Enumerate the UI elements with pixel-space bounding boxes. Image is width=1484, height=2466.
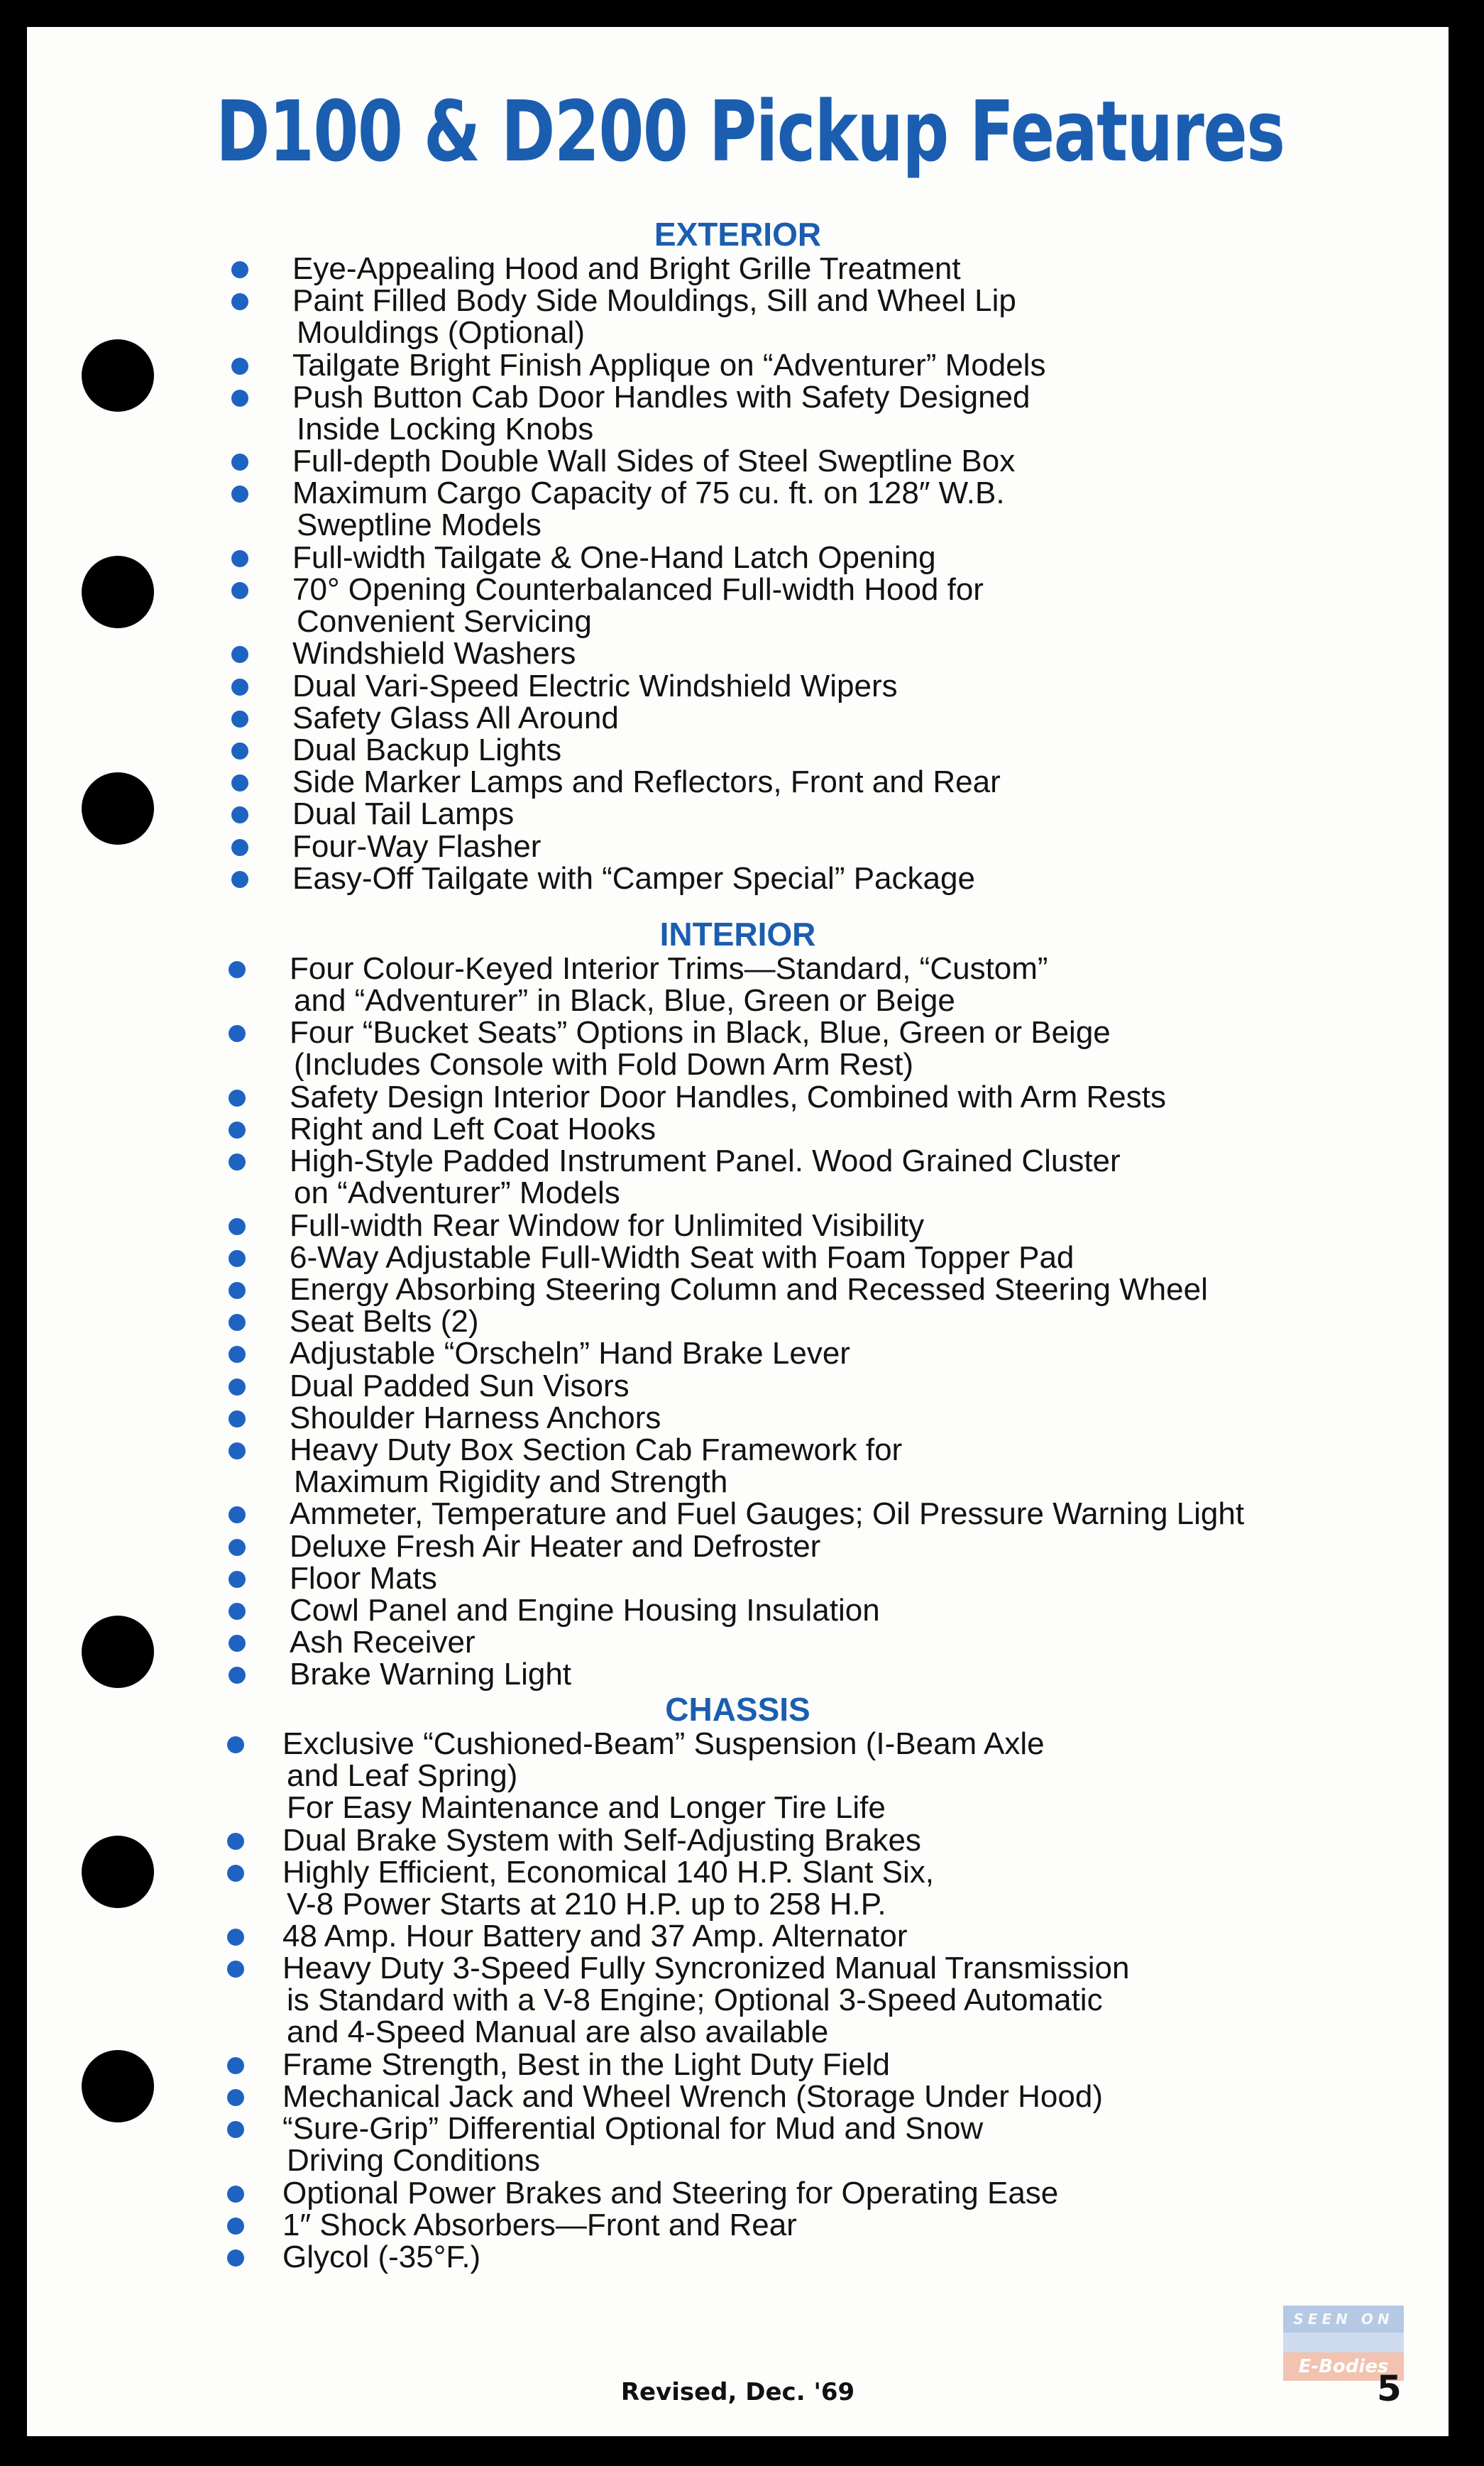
feature-item [290,1658,571,1690]
bullet-icon [227,2186,244,2203]
watermark-top-text: SEEN ON [1283,2306,1404,2333]
feature-item [292,862,975,894]
bullet-icon [231,646,248,663]
feature-item [292,349,1045,381]
feature-line: Heavy Duty Box Section Cab Framework for [290,1432,903,1467]
bullet-icon [227,1961,244,1978]
feature-line: Convenient Servicing [297,604,592,639]
feature-item [290,1239,1074,1275]
feature-line: Four-Way Flasher [292,828,542,864]
feature-item [292,798,514,830]
feature-line: Easy-Off Tailgate with “Camper Special” Package [292,860,975,896]
feature-item [282,2209,797,2241]
bullet-icon [227,1736,244,1753]
bullet-icon [231,742,248,760]
feature-item [290,1562,437,1594]
page-title: D100 & D200 Pickup Features [216,82,1285,180]
bullet-icon [227,1833,244,1850]
feature-line: Ammeter, Temperature and Fuel Gauges; Oil Pressure Warning Light [290,1496,1245,1532]
brochure-page [27,27,1449,2436]
feature-item [282,1856,934,1920]
bullet-icon [229,1571,246,1588]
feature-line: Four Colour-Keyed Interior Trims—Standard, “Custom” [290,951,1048,986]
feature-item [292,285,1016,349]
feature-line: Four “Bucket Seats” Options in Black, Blue, Green or Beige [290,1015,1111,1051]
feature-line: Side Marker Lamps and Reflectors, Front and Rear [292,765,1001,800]
bullet-icon [231,871,248,888]
feature-line: Heavy Duty 3-Speed Fully Syncronized Manual Transmission [282,1951,1130,1986]
feature-line: Optional Power Brakes and Steering for Operating Ease [282,2175,1059,2210]
feature-line: 48 Amp. Hour Battery and 37 Amp. Alternator [282,1919,908,1954]
bullet-icon [229,1314,246,1331]
binder-hole [82,556,154,628]
feature-line: Glycol (-35°F.) [282,2240,481,2275]
feature-line: Exclusive “Cushioned-Beam” Suspension (I-Beam Axle [282,1726,1045,1761]
bullet-icon [229,1539,246,1556]
feature-item [290,1273,1208,1305]
feature-item [290,1530,820,1562]
bullet-icon [229,1282,246,1299]
feature-line: Full-depth Double Wall Sides of Steel Sweptline Box [292,444,1016,479]
feature-item [292,702,619,734]
bullet-icon [231,806,248,823]
bullet-icon [229,1506,246,1523]
feature-line: Adjustable “Orscheln” Hand Brake Lever [290,1336,850,1371]
feature-item [282,2079,1103,2115]
bullet-icon [231,358,248,375]
bullet-icon [231,839,248,856]
feature-item [292,477,1005,541]
feature-item [292,828,542,864]
bullet-icon [229,1025,246,1042]
feature-item [292,381,1030,445]
feature-item [290,953,1048,1016]
bullet-icon [229,1442,246,1459]
section-heading-chassis: CHASSIS [665,1691,810,1728]
feature-item [290,1370,630,1402]
feature-line: Safety Design Interior Door Handles, Combined with Arm Rests [290,1079,1166,1114]
feature-line: 70° Opening Counterbalanced Full-width Hood for [292,572,984,607]
feature-line: Inside Locking Knobs [297,411,594,446]
section-heading-exterior: EXTERIOR [654,216,822,253]
feature-item [290,1434,902,1498]
feature-line: Dual Padded Sun Visors [290,1368,630,1403]
bullet-icon [229,1122,246,1139]
feature-line: Driving Conditions [287,2143,541,2179]
bullet-icon [227,2121,244,2138]
feature-item [290,1081,1166,1113]
feature-item [292,539,936,575]
feature-item [290,1626,476,1658]
binder-hole [82,1836,154,1908]
bullet-icon [229,1379,246,1396]
bullet-icon [231,486,248,503]
feature-item [292,636,576,672]
bullet-icon [231,582,248,599]
bullet-icon [231,454,248,471]
bullet-icon [231,774,248,791]
bullet-icon [229,1346,246,1363]
feature-item [292,574,984,637]
bullet-icon [231,390,248,407]
binder-hole [82,339,154,412]
feature-line: and Leaf Spring) [287,1758,518,1793]
feature-item [292,445,1015,477]
feature-line: Tailgate Bright Finish Applique on “Adventurer” Models [292,347,1046,383]
revision-date: Revised, Dec. '69 [620,2378,855,2406]
feature-line: Mouldings (Optional) [297,315,585,351]
feature-item [290,1305,479,1337]
feature-line: “Sure-Grip” Differential Optional for Mud and Snow [282,2111,984,2147]
car-icon [1283,2333,1404,2352]
feature-item [292,253,961,285]
bullet-icon [227,1865,244,1882]
feature-item [292,766,1001,798]
feature-item [282,1728,1045,1824]
feature-line: Highly Efficient, Economical 140 H.P. Slant Six, [282,1854,934,1890]
feature-line: Full-width Tailgate & One-Hand Latch Opening [292,539,936,575]
feature-line: and 4-Speed Manual are also available [287,2015,829,2050]
feature-line: is Standard with a V-8 Engine; Optional 3-Speed Automatic [287,1983,1103,2018]
feature-line: Windshield Washers [292,636,576,672]
feature-item [282,2177,1058,2209]
feature-line: Energy Absorbing Steering Column and Recessed Steering Wheel [290,1272,1208,1307]
feature-line: and “Adventurer” in Black, Blue, Green or Beige [294,983,955,1018]
bullet-icon [229,1635,246,1652]
feature-line: Dual Tail Lamps [292,796,515,832]
bullet-icon [229,1250,246,1267]
bullet-icon [227,1929,244,1946]
bullet-icon [227,2089,244,2106]
feature-line: Ash Receiver [290,1625,476,1660]
feature-item [290,1337,850,1369]
binder-hole [82,1616,154,1688]
feature-line: Frame Strength, Best in the Light Duty Field [282,2047,890,2082]
feature-line: on “Adventurer” Models [294,1176,620,1211]
feature-item [292,670,898,702]
feature-line: Mechanical Jack and Wheel Wrench (Storage Under Hood) [282,2079,1103,2115]
feature-line: High-Style Padded Instrument Panel. Wood Grained Cluster [290,1144,1121,1179]
feature-line: Dual Backup Lights [292,733,562,767]
feature-item [290,1145,1121,1209]
feature-line: Sweptline Models [297,508,542,543]
bullet-icon [229,1603,246,1620]
feature-line: Push Button Cab Door Handles with Safety Designed [292,379,1030,415]
feature-line: Cowl Panel and Engine Housing Insulation [290,1593,880,1628]
feature-item [290,1015,1111,1083]
bullet-icon [229,1153,246,1171]
feature-line: 6-Way Adjustable Full-Width Seat with Foam Topper Pad [290,1239,1074,1275]
feature-line: Dual Brake System with Self-Adjusting Brakes [282,1822,921,1858]
section-heading-interior: INTERIOR [659,916,816,953]
bullet-icon [227,2057,244,2074]
feature-line: V-8 Power Starts at 210 H.P. up to 258 H.P. [287,1886,886,1922]
feature-line: Maximum Cargo Capacity of 75 cu. ft. on 128″ W.B. [292,476,1005,511]
feature-line: Paint Filled Body Side Mouldings, Sill and Wheel Lip [292,283,1016,319]
feature-item [290,1207,925,1243]
bullet-icon [231,293,248,310]
feature-line: Eye-Appealing Hood and Bright Grille Treatment [292,251,961,286]
feature-line: (Includes Console with Fold Down Arm Rest) [294,1047,913,1083]
feature-line: Shoulder Harness Anchors [290,1400,661,1435]
feature-item [282,2241,480,2273]
feature-item [290,1498,1244,1530]
bullet-icon [231,679,248,696]
bullet-icon [231,550,248,567]
bullet-icon [227,2218,244,2235]
feature-line: Deluxe Fresh Air Heater and Defroster [290,1528,821,1564]
bullet-icon [231,261,248,278]
feature-line: Brake Warning Light [290,1657,572,1692]
feature-item [282,1952,1129,2048]
bullet-icon [227,2249,244,2267]
feature-item [292,734,561,766]
feature-line: Seat Belts (2) [290,1304,479,1339]
bullet-icon [229,961,246,978]
feature-line: Floor Mats [290,1560,437,1596]
feature-line: Full-width Rear Window for Unlimited Visibility [290,1207,925,1243]
feature-item [282,2111,984,2179]
bullet-icon [229,1410,246,1427]
feature-item [282,1920,908,1952]
bullet-icon [229,1667,246,1684]
binder-hole [82,2050,154,2122]
binder-hole [82,772,154,845]
watermark-bottom-text: E-Bodies [1283,2352,1404,2381]
feature-line: Maximum Rigidity and Strength [294,1464,728,1499]
bullet-icon [229,1090,246,1107]
feature-item [290,1594,880,1626]
feature-item [282,2049,890,2081]
feature-line: Right and Left Coat Hooks [290,1112,656,1146]
page-number: 5 [1377,2368,1402,2409]
bullet-icon [229,1218,246,1235]
feature-item [282,1824,921,1856]
feature-line: For Easy Maintenance and Longer Tire Life [287,1790,886,1825]
feature-line: 1″ Shock Absorbers—Front and Rear [282,2208,797,2242]
feature-line: Safety Glass All Around [292,700,619,735]
bullet-icon [231,711,248,728]
feature-item [290,1402,661,1434]
feature-item [290,1113,656,1145]
feature-line: Dual Vari-Speed Electric Windshield Wipers [292,668,898,703]
